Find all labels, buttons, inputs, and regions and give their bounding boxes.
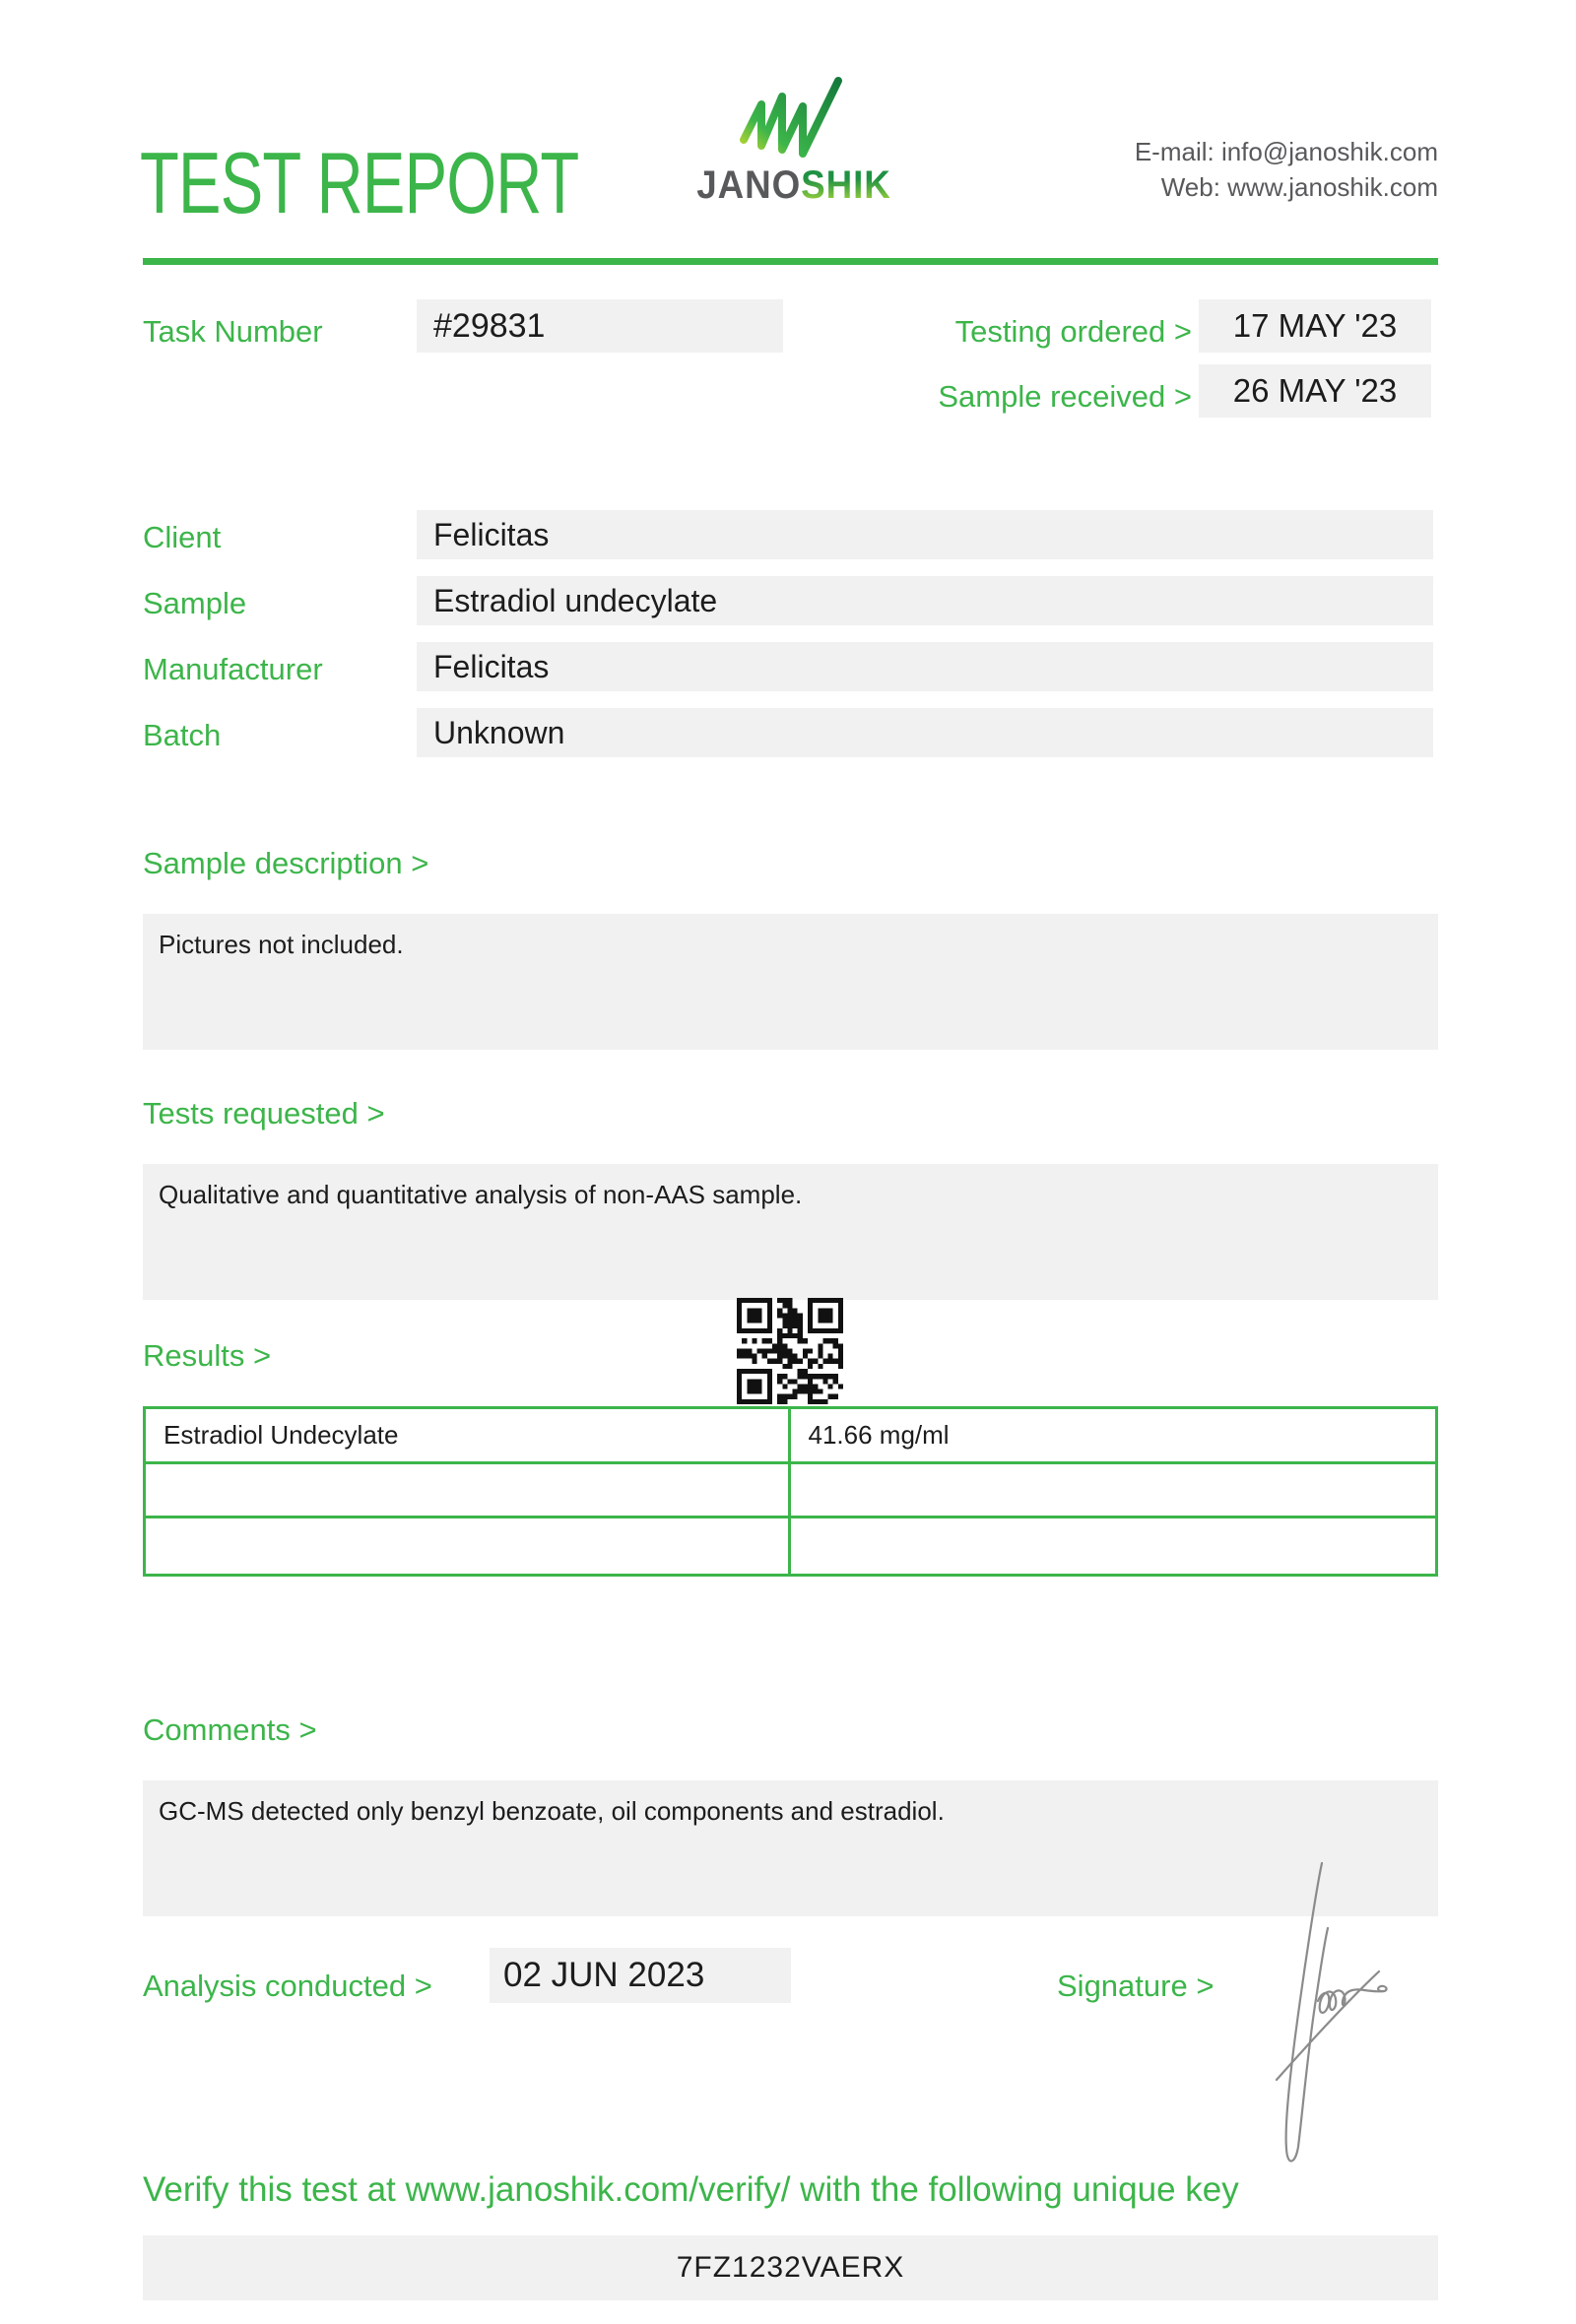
result-value-cell: 41.66 mg/ml: [791, 1409, 1436, 1464]
verify-instruction: Verify this test at www.janoshik.com/verify/ with the following unique key: [143, 2170, 1239, 2209]
testing-ordered-value: 17 MAY '23: [1232, 307, 1398, 344]
results-table: [143, 1406, 1438, 1577]
email-line: E-mail: info@janoshik.com: [1134, 137, 1438, 166]
chart-peaks-icon: [739, 75, 849, 160]
analysis-conducted-value-box: [490, 1948, 791, 2003]
sample-value-box: [417, 576, 1433, 625]
result-empty-cell: [791, 1464, 1436, 1519]
comments-heading: Comments >: [143, 1712, 317, 1747]
result-empty-cell: [146, 1464, 791, 1519]
sample-received-value: 26 MAY '23: [1232, 372, 1398, 409]
manufacturer-value: Felicitas: [433, 649, 550, 684]
result-analyte-cell: Estradiol Undecylate: [146, 1409, 791, 1464]
result-empty-cell: [791, 1518, 1436, 1574]
result-empty-cell: [146, 1518, 791, 1574]
manufacturer-label: Manufacturer: [143, 652, 323, 686]
handwritten-signature: [1271, 1851, 1438, 2186]
testing-ordered-value-box: [1199, 299, 1431, 353]
contact-block: [1135, 134, 1438, 205]
sample-label: Sample: [143, 586, 247, 620]
header-divider: [143, 258, 1438, 265]
task-number-value-box: [417, 299, 783, 353]
manufacturer-value-box: [417, 642, 1433, 691]
tests-requested-text: Qualitative and quantitative analysis of non-AAS sample.: [159, 1180, 803, 1209]
signature-label: Signature >: [1057, 1969, 1215, 2003]
logo-shik-text: SHIK: [801, 163, 891, 207]
sample-value: Estradiol undecylate: [433, 583, 718, 618]
task-number-value: #29831: [433, 307, 546, 345]
client-label: Client: [143, 520, 222, 554]
batch-label: Batch: [143, 718, 222, 752]
qr-code-icon: [737, 1298, 843, 1404]
results-heading: Results >: [143, 1338, 272, 1373]
testing-ordered-label: Testing ordered >: [954, 314, 1192, 349]
tests-requested-box: [143, 1164, 1438, 1300]
analysis-conducted-value: 02 JUN 2023: [503, 1956, 705, 1994]
comments-text: GC-MS detected only benzyl benzoate, oil components and estradiol.: [159, 1796, 945, 1826]
comments-box: [143, 1780, 1438, 1916]
logo-wordmark: [689, 163, 898, 208]
unique-key-box: [143, 2235, 1438, 2300]
batch-value: Unknown: [433, 715, 565, 750]
janoshik-logo: [680, 75, 908, 208]
batch-value-box: [417, 708, 1433, 757]
sample-description-box: [143, 914, 1438, 1050]
sample-received-value-box: [1199, 364, 1431, 418]
sample-description-text: Pictures not included.: [159, 930, 404, 959]
logo-jano-text: JANO: [696, 163, 802, 207]
tests-requested-heading: Tests requested >: [143, 1096, 385, 1130]
sample-received-label: Sample received >: [938, 379, 1192, 414]
unique-key-value: 7FZ1232VAERX: [676, 2251, 905, 2284]
analysis-conducted-label: Analysis conducted >: [143, 1969, 432, 2003]
client-value-box: [417, 510, 1433, 559]
sample-description-heading: Sample description >: [143, 846, 429, 880]
task-number-label: Task Number: [143, 314, 323, 349]
page-title: TEST REPORT: [140, 134, 579, 231]
client-value: Felicitas: [433, 517, 550, 552]
web-line: Web: www.janoshik.com: [1160, 172, 1438, 202]
